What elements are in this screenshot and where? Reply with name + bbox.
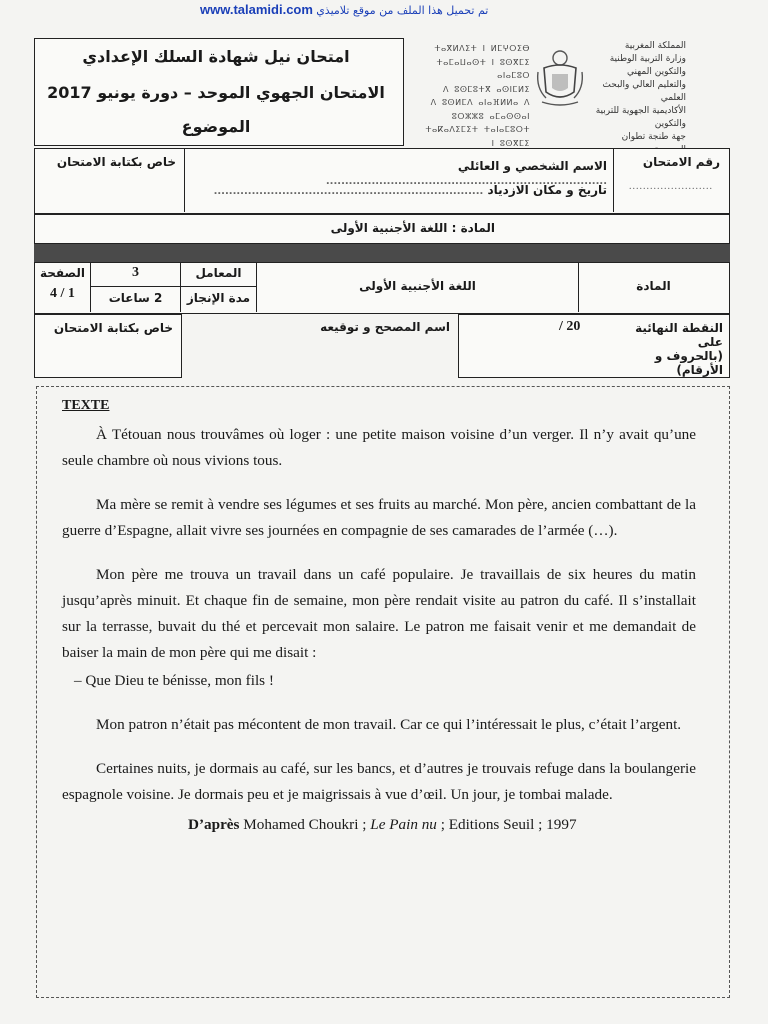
subject-row-label: المادة : (451, 221, 495, 235)
subject-value: اللغة الأجنبية الأولى (359, 279, 476, 293)
score-input-area[interactable] (461, 339, 611, 373)
grading-box (458, 314, 730, 378)
birth-dots: ....................................................................... (213, 186, 484, 197)
name-birth-cell (185, 149, 613, 212)
final-score-sub: (بالحروف و الأرقام) (654, 349, 723, 377)
paragraph-3: Mon père me trouva un travail dans un café populaire. Je travaillais de six heures du matin jusqu’après minuit. Et chaque fin de semaine, mon père rendait visite au patron du café. Il s’installait sur la terrasse, buvait du thé et percevait mon salaire. Le patron me faisait venir et me demandait de baiser la main de mon père qui me disait : (62, 566, 696, 661)
source-line (62, 816, 696, 834)
watermark-site-link[interactable]: www.talamidi.com (200, 2, 313, 17)
subject-label-cell (579, 263, 728, 312)
name-label: الاسم الشخصي و العائلي (457, 159, 607, 173)
corrector-label: اسم المصحح و توقيعه (320, 320, 450, 334)
duration-label: مدة الإنجاز (186, 291, 251, 305)
coef-value: 3 (91, 263, 180, 287)
exam-number-cell[interactable] (613, 149, 728, 212)
exam-title: امتحان نيل شهادة السلك الإعدادي (82, 47, 350, 66)
duration-value: 2 ساعات (108, 291, 163, 305)
paragraph-5: Certaines nuits, je dormais au café, sur les bancs, et d’autres je trouvais refuge dans la boulangerie espagnole voisine. Je dormais peu et je maigrissais à vue d’œil. Un jour, je tombai malade. (62, 760, 696, 803)
coef-duration-labels (181, 263, 257, 312)
paragraph-1: À Tétouan nous trouvâmes où loger : une petite maison voisine d’un verger. Il n’y avait qu’une seule chambre où nous vivions tous. (62, 426, 696, 469)
source-prefix: D’après (188, 816, 240, 833)
exam-session: الامتحان الجهوي الموحد – دورة يونيو 2017 (47, 83, 385, 102)
institution-tifinagh: ⵜⴰⴳⵍⴷⵉⵜ ⵏ ⵍⵎⵖⵔⵉⴱ ⵜⴰⵎⴰⵡⴰⵙⵜ ⵏ ⵓⵙⴳⵎⵉ ⴰⵏⴰⵎⵓⵔ ⴷ ⵓⵙⵎⵓⵜⴳ ⴰⵙⵏⵎⵍⵉ ⴷ ⵓⵙⵍⵎⴷ ⴰⵏⴰⴼⵍⵍⴰ ⴷ ⵓⵔⵣⵣⵓ ⴰⵎⴰⵙⵙⴰⵏ ⵜⴰⴽⴰⴷⵉⵎⵉⵜ ⵜⴰⵏⴰⵎⵓⵔⵜ ⵏ ⵓⵙⴳⵎⵉ (425, 44, 530, 148)
watermark-line (200, 2, 580, 18)
coef-label: المعامل (181, 263, 256, 287)
subject-value-cell (257, 263, 579, 312)
subject-row (34, 214, 730, 244)
exam-header-box (34, 38, 404, 146)
final-score-label: النقطة النهائية على (635, 321, 723, 349)
exam-number-label: رقم الامتحان (642, 155, 720, 169)
subject-label: المادة (636, 279, 671, 293)
page-value: 4 / 1 (50, 286, 75, 301)
institution-block (418, 40, 686, 148)
reserved-box-bottom (34, 314, 182, 378)
page-cell (35, 263, 91, 312)
reserved-label-top: خاص بكتابة الامتحان (56, 155, 176, 169)
source-title: Le Pain nu (370, 816, 437, 833)
paragraph-2: Ma mère se remit à vendre ses légumes et ses fruits au marché. Mon père, ancien combattant de la guerre d’Espagne, allait vivre ses journées en compagnie de ses camarades de l’armée (…). (62, 496, 696, 539)
quote-line: – Que Dieu te bénisse, mon fils ! (74, 672, 274, 689)
coat-of-arms-emblem (534, 48, 586, 108)
reserved-cell-top (35, 149, 185, 212)
birth-field[interactable] (197, 183, 607, 197)
name-dots: .......................................................................... (325, 176, 607, 187)
page-label: الصفحة (39, 266, 85, 280)
birth-label: تاريخ و مكان الازدياد (487, 183, 607, 197)
text-body (62, 398, 696, 834)
watermark-note: تم تحميل هذا الملف من موقع تلاميذي (316, 4, 489, 17)
info-table (34, 262, 730, 314)
source-author: Mohamed Choukri ; (243, 816, 367, 833)
reserved-label-bottom: خاص بكتابة الامتحان (53, 321, 173, 335)
identity-box (34, 148, 730, 214)
exam-number-dots: ........................ (629, 181, 713, 192)
text-heading: TEXTE (62, 398, 110, 413)
paragraph-4: Mon patron n’était pas mécontent de mon travail. Car ce qui l’intéressait le plus, c’était l’argent. (96, 716, 682, 733)
subject-heading: الموضوع (181, 117, 251, 136)
subject-row-text (235, 221, 495, 235)
score-value: / 20 (559, 319, 581, 334)
separator-bar (34, 244, 730, 262)
source-rest: ; Editions Seuil ; 1997 (440, 816, 577, 833)
subject-row-value: اللغة الأجنبية الأولى (330, 221, 448, 235)
institution-arabic: المملكة المغربية وزارة التربية الوطنية والتكوين المهني والتعليم العالي والبحث العلمي الأكاديمية الجهوية للتربية والتكوين جهة طنجة تطوان (595, 41, 686, 142)
coef-duration-values (91, 263, 181, 312)
